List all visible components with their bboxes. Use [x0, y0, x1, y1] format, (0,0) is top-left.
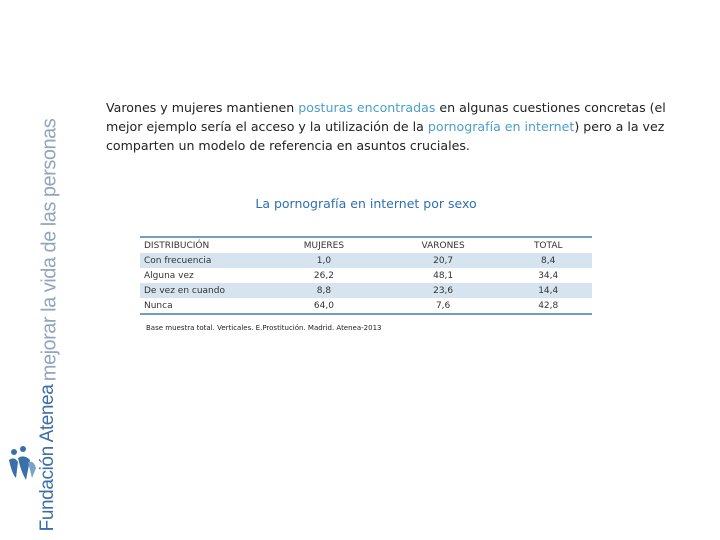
sidebar	[0, 0, 80, 540]
foundation-figures-logo-icon	[6, 444, 38, 484]
table-source-note: Base muestra total. Verticales. E.Prostitución. Madrid. Atenea-2013	[146, 324, 382, 332]
sidebar-brand: Fundación Atenea	[37, 384, 58, 532]
column-header-varones: VARONES	[421, 240, 465, 251]
cell-total: 34,4	[538, 270, 559, 281]
table-row	[140, 298, 592, 314]
column-header-mujeres: MUJERES	[303, 240, 345, 251]
row-label: Alguna vez	[144, 270, 194, 281]
cell-mujeres: 1,0	[316, 255, 332, 266]
intro-text-3: ) pero a la vez comparten un modelo de referencia en asuntos cruciales.	[106, 119, 665, 153]
table-title: La pornografía en internet por sexo	[255, 196, 477, 211]
cell-varones: 23,6	[433, 285, 454, 296]
intro-text-2: en algunas cuestiones concretas (el mejor ejemplo sería el acceso y la utilización de la	[106, 100, 666, 134]
column-header-total: TOTAL	[533, 240, 563, 251]
table-row	[140, 283, 592, 298]
cell-total: 14,4	[538, 285, 559, 296]
cell-varones: 7,6	[435, 300, 451, 311]
row-label: De vez en cuando	[144, 285, 225, 296]
intro-paragraph	[106, 98, 686, 155]
table-row	[140, 253, 592, 268]
column-header-distribucion: DISTRIBUCIÓN	[144, 240, 210, 251]
intro-highlight-1: posturas encontradas	[298, 100, 436, 115]
intro-text-1: Varones y mujeres mantienen	[106, 100, 299, 115]
row-label: Nunca	[144, 300, 173, 311]
data-table	[140, 236, 592, 315]
cell-mujeres: 64,0	[313, 300, 334, 311]
cell-varones: 20,7	[433, 255, 454, 266]
cell-total: 42,8	[538, 300, 559, 311]
cell-varones: 48,1	[433, 270, 454, 281]
sidebar-tagline: mejorar la vida de las personas	[38, 118, 61, 382]
row-label: Con frecuencia	[144, 255, 212, 266]
cell-mujeres: 8,8	[316, 285, 332, 296]
intro-highlight-2: pornografía en internet	[427, 119, 575, 134]
table-row	[140, 268, 592, 283]
cell-mujeres: 26,2	[313, 270, 334, 281]
table-header-row	[140, 237, 592, 253]
cell-total: 8,4	[541, 255, 556, 266]
